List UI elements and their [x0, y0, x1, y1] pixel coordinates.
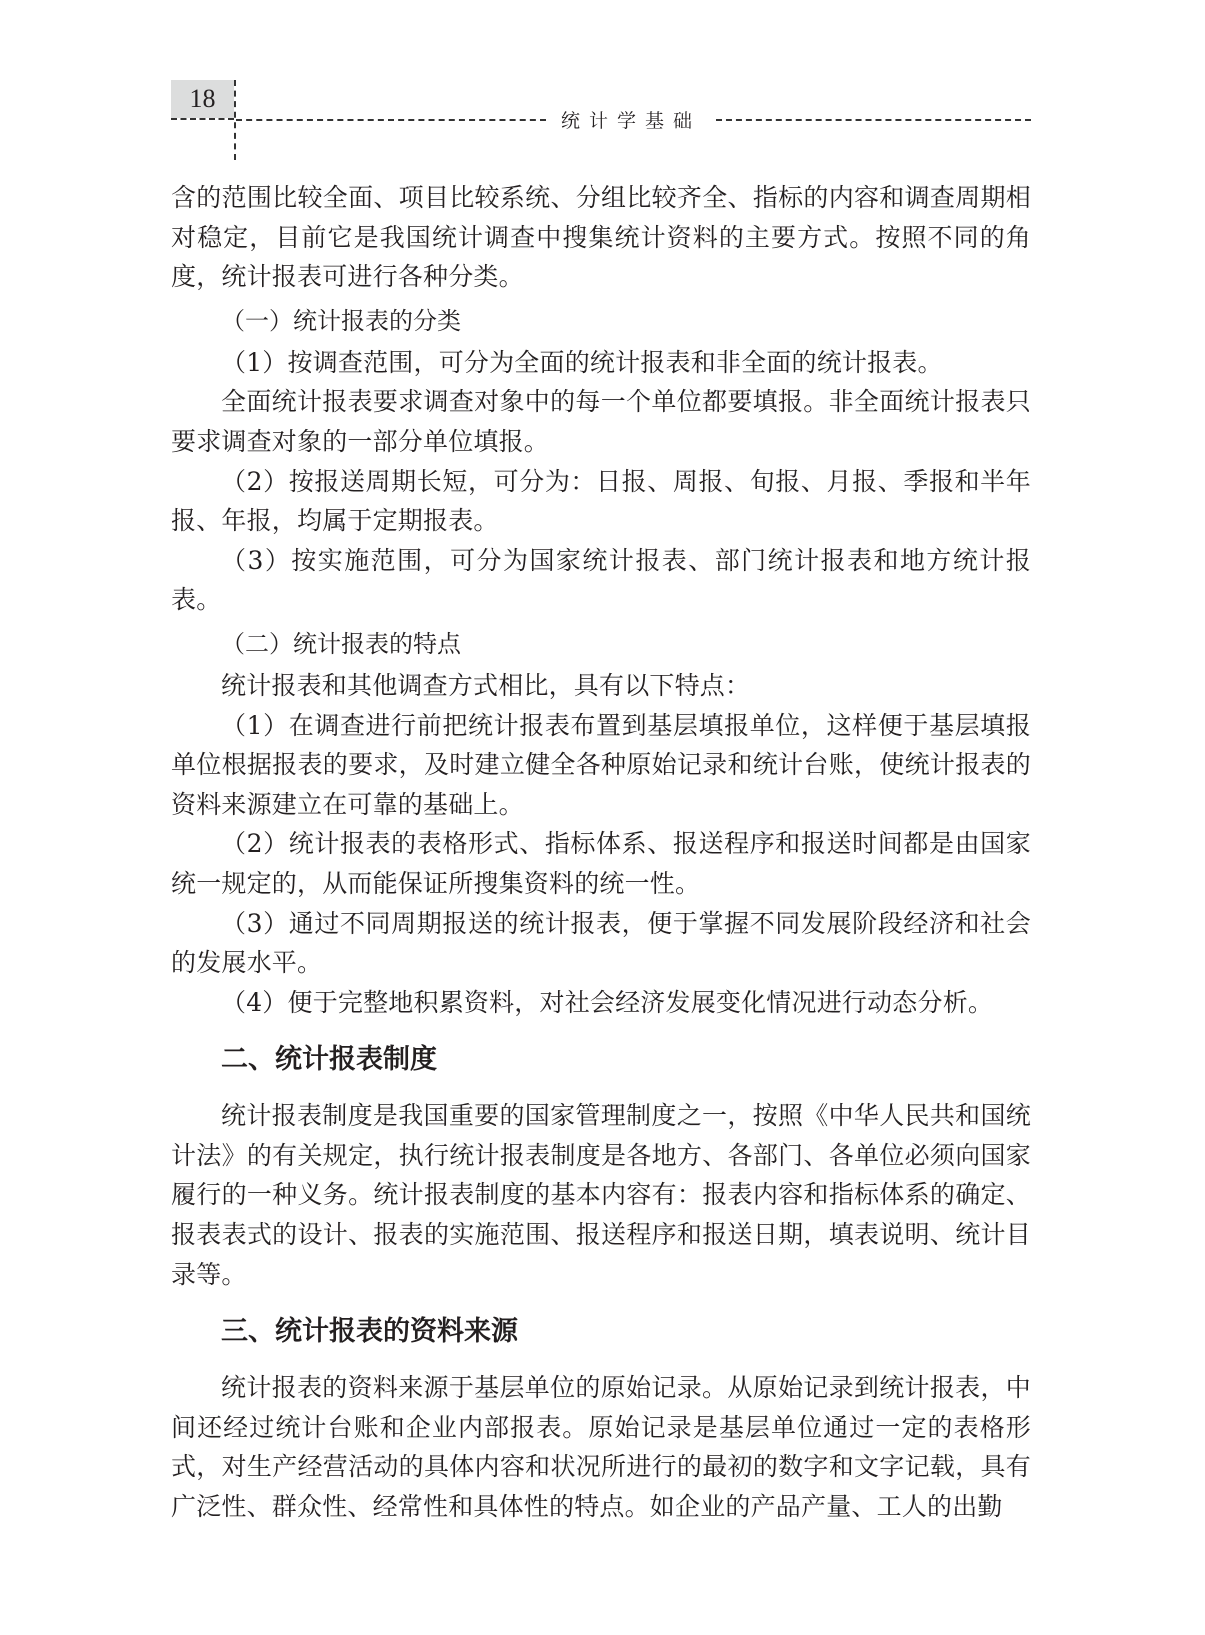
header-rule-left — [171, 118, 234, 120]
paragraph: （1）在调查进行前把统计报表布置到基层填报单位，这样便于基层填报单位根据报表的要求，及时建立健全各种原始记录和统计台账，使统计报表的资料来源建立在可靠的基础上。 — [171, 710, 1031, 819]
paragraph: （2）按报送周期长短，可分为：日报、周报、旬报、月报、季报和半年报、年报，均属于定期报表。 — [171, 466, 1031, 536]
paragraph: 统计报表的资料来源于基层单位的原始记录。从原始记录到统计报表，中间还经过统计台账和企业内部报表。原始记录是基层单位通过一定的表格形式，对生产经营活动的具体内容和状况所进行的最初的数字和文字记载，具有广泛性、群众性、经常性和具体性的特点。如企业的产品产量、工人的出勤 — [171, 1373, 1031, 1522]
header-rule-middle — [236, 119, 546, 121]
paragraph: 全面统计报表要求调查对象中的每一个单位都要填报。非全面统计报表只要求调查对象的一部分单位填报。 — [171, 387, 1031, 456]
subheading-features: （二）统计报表的特点 — [221, 629, 461, 658]
section-heading-sources: 三、统计报表的资料来源 — [221, 1316, 518, 1348]
paragraph: 统计报表制度是我国重要的国家管理制度之一，按照《中华人民共和国统计法》的有关规定，执行统计报表制度是各地方、各部门、各单位必须向国家履行的一种义务。统计报表制度的基本内容有：报表内容和指标体系的确定、报表表式的设计、报表的实施范围、报送程序和报送日期，填表说明、统计目录等。 — [171, 1101, 1031, 1289]
running-title: 统计学基础 — [560, 110, 701, 132]
page-body — [171, 178, 1031, 1527]
paragraph: （2）统计报表的表格形式、指标体系、报送程序和报送时间都是由国家统一规定的，从而能保证所搜集资料的统一性。 — [171, 829, 1031, 898]
page-number: 18 — [171, 80, 234, 118]
paragraph: （3）按实施范围，可分为国家统计报表、部门统计报表和地方统计报表。 — [171, 545, 1031, 615]
paragraph: （1）按调查范围，可分为全面的统计报表和非全面的统计报表。 — [221, 347, 943, 377]
paragraph: 统计报表和其他调查方式相比，具有以下特点： — [221, 670, 751, 700]
section-heading-system: 二、统计报表制度 — [221, 1044, 437, 1076]
paragraph: （3）通过不同周期报送的统计报表，便于掌握不同发展阶段经济和社会的发展水平。 — [171, 908, 1031, 978]
subheading-classification: （一）统计报表的分类 — [221, 306, 461, 335]
paragraph: （4）便于完整地积累资料，对社会经济发展变化情况进行动态分析。 — [221, 987, 994, 1017]
paragraph-continued: 含的范围比较全面、项目比较系统、分组比较齐全、指标的内容和调查周期相对稳定，目前它是我国统计调查中搜集统计资料的主要方式。按照不同的角度，统计报表可进行各种分类。 — [171, 183, 1031, 292]
header-rule-right — [716, 119, 1031, 121]
